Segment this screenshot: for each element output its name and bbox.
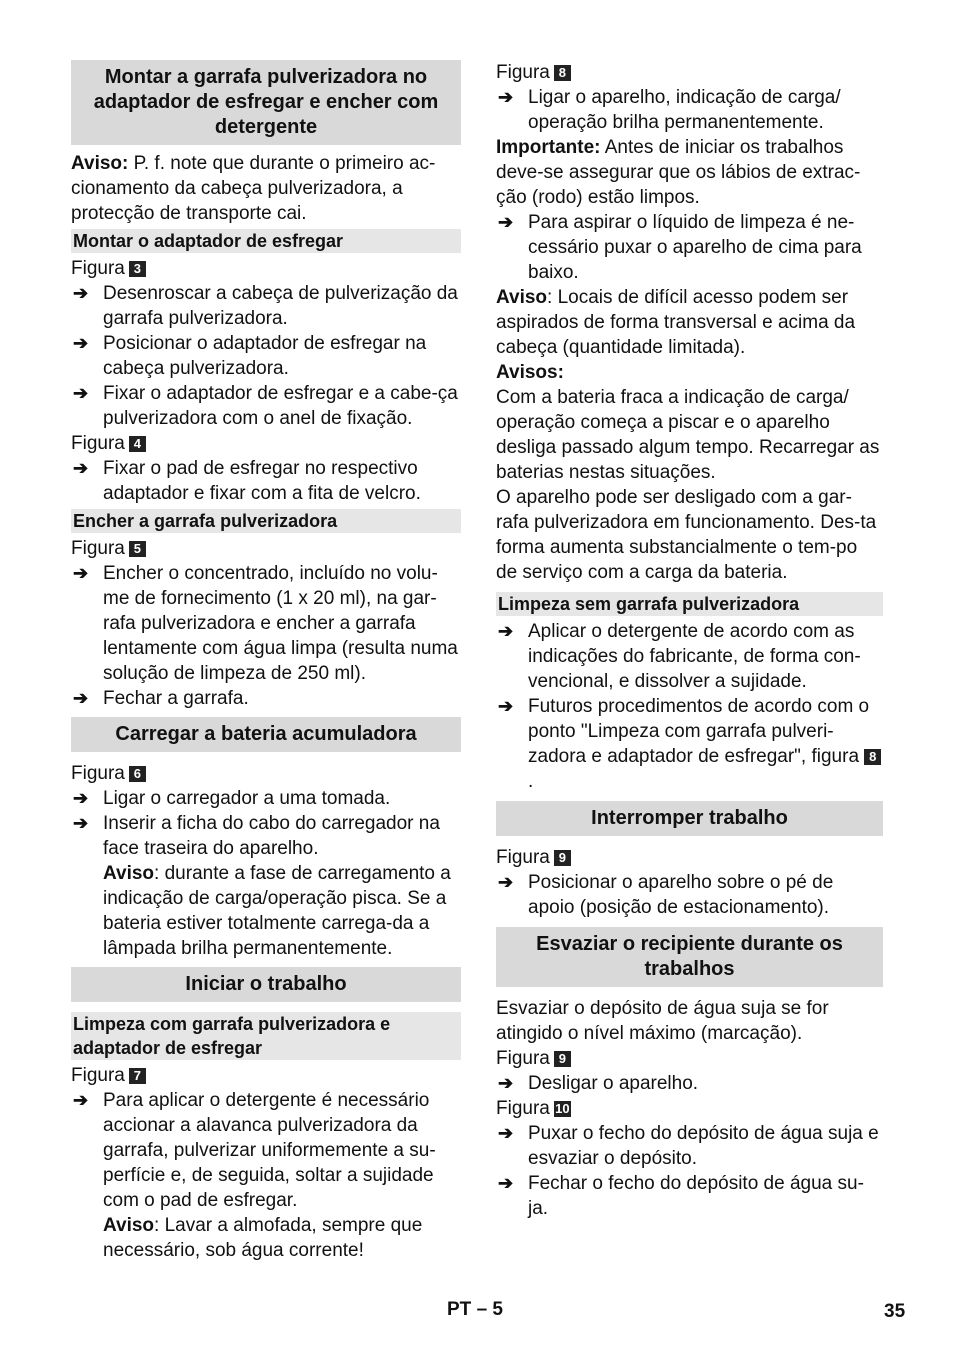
heading-montar-garrafa: Montar a garrafa pulverizadora no adaptador de esfregar e encher com detergente bbox=[71, 60, 461, 145]
arrow-right-icon: ➔ bbox=[73, 788, 89, 808]
arrow-right-icon: ➔ bbox=[498, 212, 514, 232]
avisos-paragraph-1: Com a bateria fraca a indicação de carga/ operação começa a piscar e o aparelho desliga passado algum tempo. Recarregar as baterias nestas situações. bbox=[496, 387, 880, 483]
figure-number-box: 7 bbox=[129, 1068, 146, 1084]
list-item: ➔ Para aspirar o líquido de limpeza é ne-cessário puxar o aparelho de cima para baixo. bbox=[498, 212, 862, 283]
bullet-list bbox=[496, 619, 883, 794]
importante-paragraph: Importante: Antes de iniciar os trabalhos deve-se assegurar que os lábios de extrac-ção (rodo) estão limpos. bbox=[496, 137, 861, 208]
list-item: ➔ Aplicar o detergente de acordo com as indicações do fabricante, de forma con-vencional, e dissolver a sujidade. bbox=[498, 621, 861, 692]
list-item: ➔ Ligar o aparelho, indicação de carga/ operação brilha permanentemente. bbox=[498, 87, 841, 133]
list-item: ➔ Puxar o fecho do depósito de água suja e esvaziar o depósito. bbox=[498, 1123, 879, 1169]
aviso-paragraph: Aviso: Lavar a almofada, sempre que necessário, sob água corrente! bbox=[103, 1215, 423, 1261]
bullet-list bbox=[71, 456, 461, 506]
esvaziar-paragraph: Esvaziar o depósito de água suja se for atingido o nível máximo (marcação). bbox=[496, 998, 829, 1044]
figure-number-box: 8 bbox=[864, 749, 881, 765]
arrow-right-icon: ➔ bbox=[73, 283, 89, 303]
list-item: ➔ Fixar o adaptador de esfregar e a cabe-ça pulverizadora com o anel de fixação. bbox=[73, 383, 458, 429]
list-item: ➔ Fechar o fecho do depósito de água su-ja. bbox=[498, 1173, 864, 1219]
list-item: ➔ Inserir a ficha do cabo do carregador na face traseira do aparelho. bbox=[73, 813, 440, 859]
arrow-right-icon: ➔ bbox=[498, 696, 514, 716]
arrow-right-icon: ➔ bbox=[73, 688, 89, 708]
list-item: ➔ Desenroscar a cabeça de pulverização da garrafa pulverizadora. bbox=[73, 283, 458, 329]
arrow-right-icon: ➔ bbox=[498, 1123, 514, 1143]
bullet-list bbox=[496, 85, 883, 135]
heading-iniciar-trabalho: Iniciar o trabalho bbox=[71, 967, 461, 1002]
arrow-right-icon: ➔ bbox=[498, 87, 514, 107]
list-item: ➔ Posicionar o aparelho sobre o pé de apoio (posição de estacionamento). bbox=[498, 872, 834, 918]
left-column bbox=[71, 60, 461, 1263]
arrow-right-icon: ➔ bbox=[498, 1173, 514, 1193]
list-item: ➔ Posicionar o adaptador de esfregar na cabeça pulverizadora. bbox=[73, 333, 427, 379]
right-column bbox=[496, 60, 883, 1221]
list-item: ➔ Para aplicar o detergente é necessário accionar a alavanca pulverizadora da garrafa, pulverizar uniformemente a su-perfície e, de seguida, soltar a sujidade com o pad de esfregar. bbox=[73, 1090, 436, 1211]
bullet-list bbox=[496, 1121, 883, 1221]
arrow-right-icon: ➔ bbox=[73, 383, 89, 403]
aviso-paragraph: Aviso: durante a fase de carregamento a indicação de carga/operação pisca. Se a bateria estiver totalmente carrega-da a lâmpada brilha permanentemente. bbox=[103, 863, 451, 959]
aviso-paragraph: Aviso: Locais de difícil acesso podem ser aspirados de forma transversal e acima da cabeça (quantidade limitada). bbox=[496, 287, 856, 358]
bullet-list bbox=[71, 281, 461, 431]
footer-page-number: 35 bbox=[884, 1301, 906, 1322]
arrow-right-icon: ➔ bbox=[73, 333, 89, 353]
footer-language-page: PT – 5 bbox=[447, 1299, 503, 1320]
arrow-right-icon: ➔ bbox=[73, 458, 89, 478]
list-item: ➔ Fechar a garrafa. bbox=[73, 688, 249, 709]
arrow-right-icon: ➔ bbox=[73, 563, 89, 583]
list-item: ➔ Desligar o aparelho. bbox=[498, 1073, 699, 1094]
list-item: ➔ Fixar o pad de esfregar no respectivo adaptador e fixar com a fita de velcro. bbox=[73, 458, 421, 504]
figure-ref: Figura 4 bbox=[71, 431, 461, 456]
figure-ref: Figura 10 bbox=[496, 1098, 570, 1119]
subheading-montar-adaptador: Montar o adaptador de esfregar bbox=[71, 229, 461, 253]
bullet-list bbox=[71, 786, 461, 861]
aviso-paragraph: Aviso: P. f. note que durante o primeiro ac-cionamento da cabeça pulverizadora, a protecção de transporte cai. bbox=[71, 153, 436, 224]
figure-number-box: 4 bbox=[129, 436, 146, 452]
arrow-right-icon: ➔ bbox=[73, 1090, 89, 1110]
avisos-paragraph-2: O aparelho pode ser desligado com a gar-rafa pulverizadora em funcionamento. Des-ta forma aumenta substancialmente o tem-po de serviço com a carga da bateria. bbox=[496, 487, 877, 583]
heading-carregar-bateria: Carregar a bateria acumuladora bbox=[71, 717, 461, 752]
figure-ref: Figura 8 bbox=[496, 60, 883, 85]
figure-ref: Figura 6 bbox=[71, 761, 461, 786]
figure-ref: Figura 9 bbox=[496, 1046, 883, 1071]
list-item: ➔ Futuros procedimentos de acordo com o ponto "Limpeza com garrafa pulveri-zadora e adaptador de esfregar", figura 8 . bbox=[496, 694, 883, 794]
figure-number-box: 3 bbox=[129, 261, 146, 277]
list-item: ➔ Ligar o carregador a uma tomada. bbox=[73, 788, 391, 809]
figure-number-box: 8 bbox=[554, 65, 571, 81]
arrow-right-icon: ➔ bbox=[498, 1073, 514, 1093]
bullet-list bbox=[71, 1088, 461, 1213]
bullet-list bbox=[71, 561, 461, 711]
figure-number-box: 9 bbox=[554, 1051, 571, 1067]
bullet-list bbox=[496, 870, 883, 920]
heading-interromper-trabalho: Interromper trabalho bbox=[496, 801, 883, 836]
figure-number-box: 6 bbox=[129, 766, 146, 782]
figure-ref: Figura 3 bbox=[71, 256, 461, 281]
arrow-right-icon: ➔ bbox=[498, 872, 514, 892]
figure-number-box: 5 bbox=[129, 541, 146, 557]
figure-number-box: 9 bbox=[554, 850, 571, 866]
subheading-limpeza-sem-garrafa: Limpeza sem garrafa pulverizadora bbox=[496, 592, 883, 616]
figure-ref: Figura 9 bbox=[496, 845, 883, 870]
figure-ref: Figura 7 bbox=[71, 1063, 461, 1088]
list-item: ➔ Encher o concentrado, incluído no volu-me de fornecimento (1 x 20 ml), na gar-rafa pulverizadora e encher a garrafa lentamente com água limpa (resulta numa solução de limpeza de 250 ml). bbox=[73, 563, 458, 684]
heading-esvaziar-recipiente: Esvaziar o recipiente durante os trabalhos bbox=[496, 927, 883, 987]
subheading-encher-garrafa: Encher a garrafa pulverizadora bbox=[71, 509, 461, 533]
arrow-right-icon: ➔ bbox=[73, 813, 89, 833]
arrow-right-icon: ➔ bbox=[498, 621, 514, 641]
subheading-limpeza-com-garrafa: Limpeza com garrafa pulverizadora e adaptador de esfregar bbox=[71, 1012, 461, 1060]
avisos-label: Avisos: bbox=[496, 362, 564, 383]
bullet-list bbox=[496, 210, 883, 285]
bullet-list bbox=[496, 1071, 883, 1096]
figure-number-box: 10 bbox=[555, 1100, 570, 1116]
figure-ref: Figura 5 bbox=[71, 536, 461, 561]
